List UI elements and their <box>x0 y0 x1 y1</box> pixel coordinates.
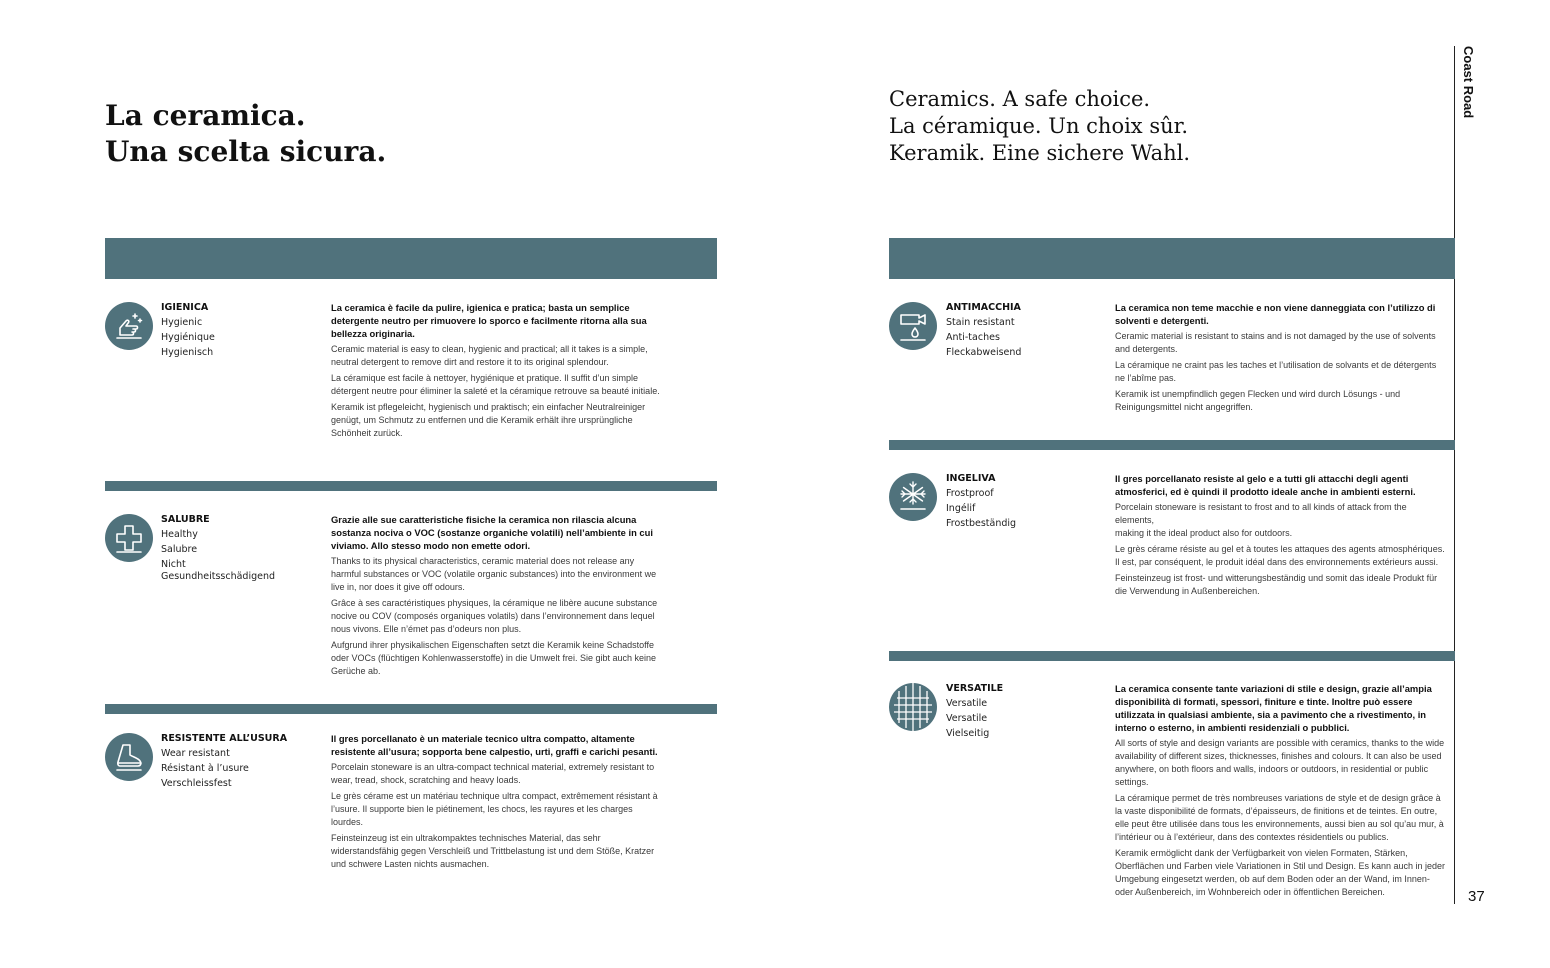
title-german: Keramik. Eine sichere Wahl. <box>889 141 1191 165</box>
feature-label: RESISTENTE ALL’USURA Wear resistant Résistant à l’usure Verschleissfest <box>161 733 288 789</box>
feature-description: La ceramica consente tante variazioni di stile e design, grazie all’ampia disponibilità di formati, spessori, finiture e tinte. Inoltre può essere utilizzata in qualsiasi ambiente, sia a pavimento che a rivestimento, in interno o esterno, in ambienti residenziali o pubblici. All sorts of style and design variants are possible with ceramics, thanks to the wide availability of different sizes, thicknesses, finishes and colours. It can also be used anywhere, on both floors and walls, indoors or outdoors, in residential or public settings. La céramique permet de très nombreuses variations de style et de design grâce à la vaste disponibilité de formats, d’épaisseurs, de finitions et de teintes. En outre, elle peut être utilisée dans tous les environnements, aussi bien au sol qu’au mur, à l’intérieur ou à l’extérieur, dans des contextes résidentiels ou publics. Keramik ermöglicht dank der Verfügbarkeit von vielen Formaten, Stärken, Oberflächen und Farben viele Variationen in Stil und Design. Es kann auch in jeder Umgebung eingesetzt werden, ob auf dem Boden oder an der Wand, im Innen- oder Außenbereich, im Wohnbereich oder in öffentlichen Bereichen. <box>1115 683 1446 897</box>
feature-label: IGIENICA Hygienic Hygiénique Hygienisch <box>161 302 215 358</box>
feature-label: VERSATILE Versatile Versatile Vielseitig <box>946 683 1004 739</box>
feature-label: SALUBRE Healthy Salubre Nicht Gesundheitsschädigend <box>161 514 276 582</box>
feature-label: ANTIMACCHIA Stain resistant Anti-taches Fleckabweisend <box>946 302 1022 358</box>
brand-label: Coast Road <box>1461 46 1476 119</box>
feature-description: Il gres porcellanato resiste al gelo e a tutti gli attacchi degli agenti atmosferici, ed è quindi il prodotto ideale anche in ambienti esterni. Porcelain stoneware is resistant to frost and to all kinds of attack from the elements, making it the ideal product also for outdoors. Le grès cérame résiste au gel et à toutes les attaques des agents atmosphériques. Il est, par conséquent, le produit idéal dans des environnements extérieurs aussi. Feinsteinzeug ist frost- und witterungsbeständig und somit das ideale Produkt für die Verwendung in Außenbereichen. <box>1115 473 1445 596</box>
feature-description: Il gres porcellanato è un materiale tecnico ultra compatto, altamente resistente all’usura; sopporta bene calpestio, urti, graffi e carichi pesanti. Porcelain stoneware is an ultra-compact technical material, extremely resistant to wear, tread, shock, scratching and heavy loads. Le grès cérame est un matériau technique ultra compact, extrêmement résistant à l’usure. Il supporte bien le piétinement, les chocs, les rayures et les charges lourdes. Feinsteinzeug ist ein ultrakompaktes technisches Material, das sehr widerstandsfähig gegen Verschleiß und Trittbelastung ist und dem Stöße, Kratzer und schwere Lasten nichts ausmachen. <box>331 733 658 869</box>
tile-grid-icon <box>889 683 937 731</box>
page-number: 37 <box>1468 888 1485 905</box>
title-line-1: La ceramica. <box>105 99 306 132</box>
snowflake-icon <box>889 473 937 521</box>
page-title-italian <box>105 98 605 170</box>
title-line-2: Una scelta sicura. <box>105 135 387 168</box>
health-cross-icon <box>105 514 153 562</box>
vertical-rule <box>1454 46 1455 904</box>
divider-band <box>889 651 1455 661</box>
header-band-right <box>889 238 1455 279</box>
divider-band <box>889 440 1455 450</box>
page-title-translations <box>889 86 1409 167</box>
cleaning-hand-icon <box>105 302 153 350</box>
feature-description: Grazie alle sue caratteristiche fisiche la ceramica non rilascia alcuna sostanza nociva o VOC (sostanze organiche volatili) nell’ambiente in cui viviamo. Allo stesso modo non emette odori. Thanks to its physical characteristics, ceramic material does not release any harmful substances or VOC (volatile organic substances) into the environment we live in, nor does it give off odours. Grâce à ses caractéristiques physiques, la céramique ne libère aucune substance nocive ou COV (composés organiques volatils) dans l’environnement dans lequel nous vivons. Elle n’émet pas d’odeurs non plus. Aufgrund ihrer physikalischen Eigenschaften setzt die Keramik keine Schadstoffe oder VOCs (flüchtigen Kohlenwasserstoffe) in die Umwelt frei. Sie gibt auch keine Gerüche ab. <box>331 514 658 676</box>
feature-description: La ceramica è facile da pulire, igienica e pratica; basta un semplice detergente neutro per rimuovere lo sporco e facilmente ritorna alla sua bellezza originaria. Ceramic material is easy to clean, hygienic and practical; all it takes is a simple, neutral detergent to remove dirt and restore it to its original splendour. La céramique est facile à nettoyer, hygiénique et pratique. Il suffit d’un simple détergent neutre pour éliminer la saleté et la céramique retrouve sa beauté initiale. Keramik ist pflegeleicht, hygienisch und praktisch; ein einfacher Neutralreiniger genügt, um Schmutz zu entfernen und die Keramik erhält ihre ursprüngliche Schönheit zurück. <box>331 302 660 438</box>
title-english: Ceramics. A safe choice. <box>889 87 1151 111</box>
feature-description: La ceramica non teme macchie e non viene danneggiata con l’utilizzo di solventi e detergenti. Ceramic material is resistant to stains and is not damaged by the use of solvents and detergents. La céramique ne craint pas les taches et l’utilisation de solvants et de détergents ne l’abîme pas. Keramik ist unempfindlich gegen Flecken und wird durch Lösungs - und Reinigungsmittel nicht angegriffen. <box>1115 302 1437 412</box>
title-french: La céramique. Un choix sûr. <box>889 114 1189 138</box>
shoe-icon <box>105 733 153 781</box>
feature-label: INGELIVA Frostproof Ingélif Frostbeständig <box>946 473 1017 529</box>
divider-band <box>105 704 717 714</box>
divider-band <box>105 481 717 491</box>
stain-drop-icon <box>889 302 937 350</box>
header-band-left <box>105 238 717 279</box>
